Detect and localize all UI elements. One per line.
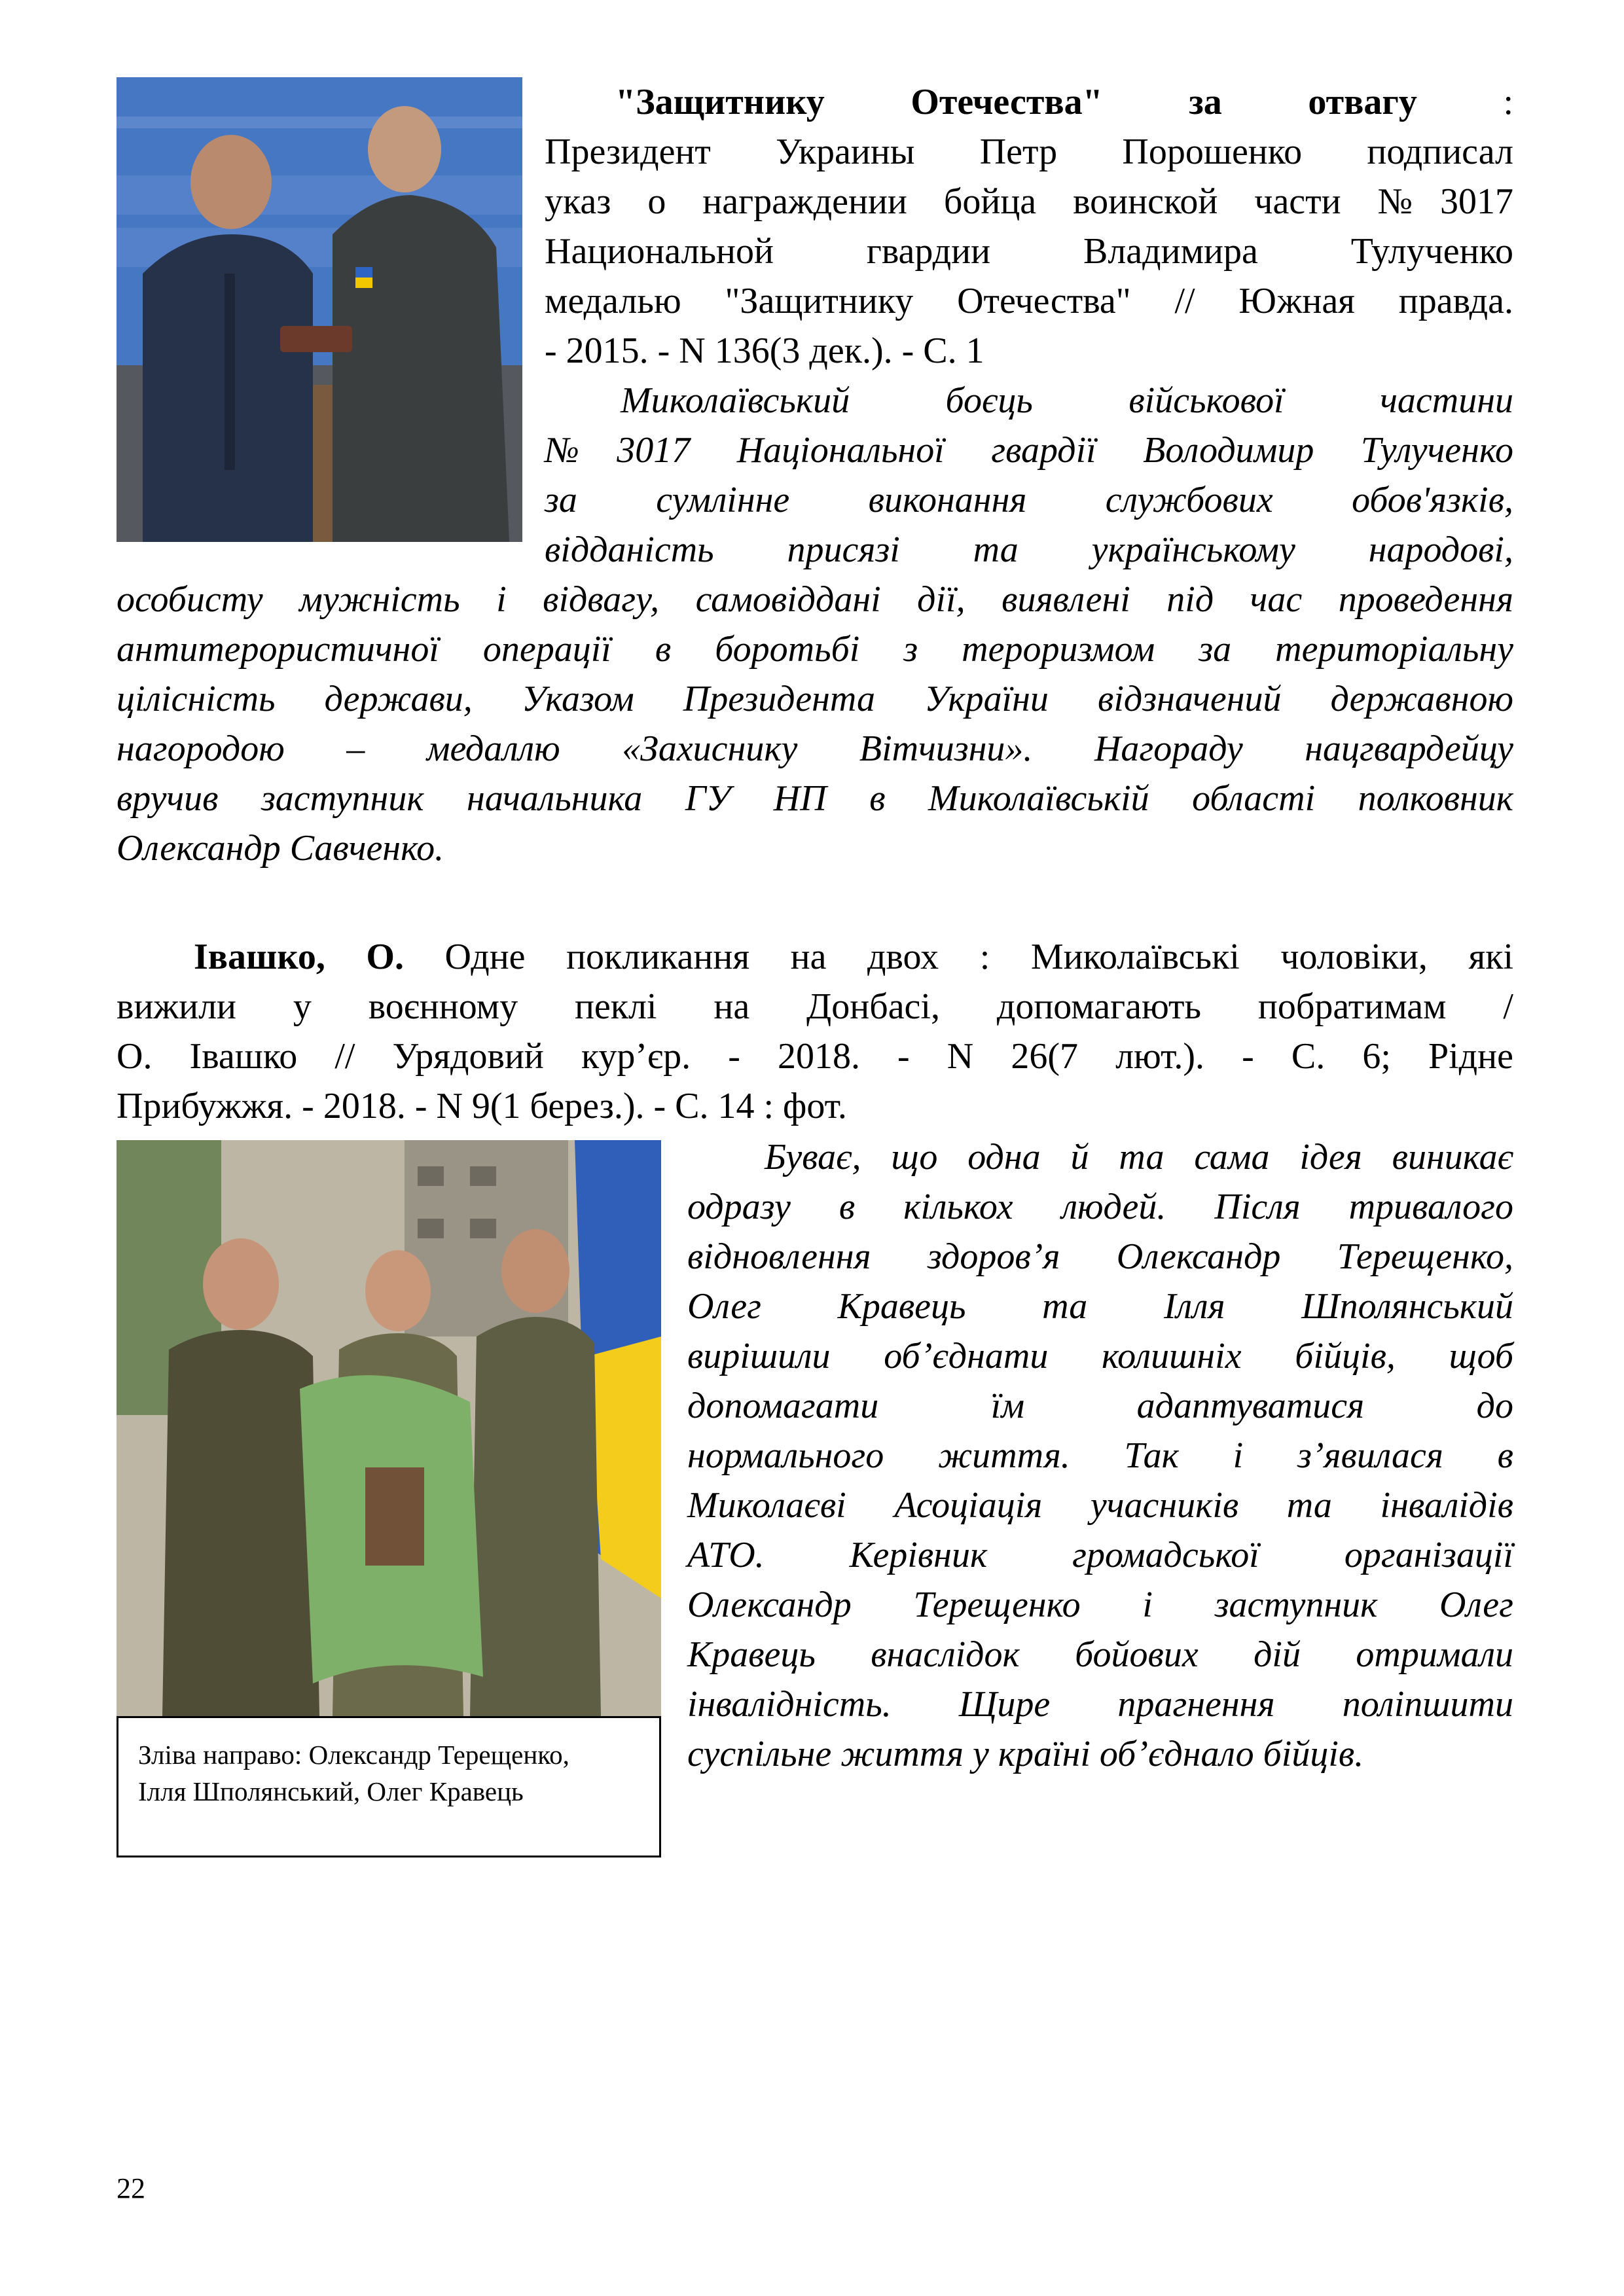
article2-citation-line: О. Івашко // Урядовий кур’єр. - 2018. - N 26(7 лют.). - С. 6; Рідне [117, 1036, 1513, 1077]
article1-annotation-line: нагородою – медаллю «Захиснику Вітчизни». Нагораду нацгвардейцу [117, 728, 1513, 769]
article2-annotation-line: Миколаєві Асоціація учасників та інвалідів [687, 1485, 1513, 1526]
article2-annotation-line: Буває, що одна й та сама ідея виникає [765, 1137, 1513, 1177]
article1-annotation-line: Олександр Савченко. [117, 828, 444, 869]
article1-citation-line: медалью "Защитнику Отечества" // Южная правда. [545, 281, 1513, 321]
article2-author: Івашко, О. [194, 937, 404, 977]
award-ceremony-photo [117, 77, 522, 542]
article1-citation-line: - 2015. - N 136(3 дек.). - С. 1 [545, 331, 984, 371]
photo-caption-line: Зліва направо: Олександр Терещенко, [138, 1740, 569, 1770]
article1-title-line: "Защитнику Отечества" за отвагу : [615, 82, 1513, 122]
article1-citation-line: Президент Украины Петр Порошенко подписал [545, 132, 1513, 172]
article2-citation-line: Прибужжя. - 2018. - N 9(1 берез.). - С. 14 : фот. [117, 1086, 847, 1126]
article2-annotation-line: вирішили об’єднати колишніх бійців, щоб [687, 1336, 1513, 1376]
article1-annotation-line: Миколаївський боєць військової частини [621, 380, 1513, 421]
article2-annotation-line: Олег Кравець та Ілля Шполянський [687, 1286, 1513, 1327]
article2-annotation-line: Кравець внаслідок бойових дій отримали [687, 1634, 1513, 1675]
article2-annotation-line: Олександр Терещенко і заступник Олег [687, 1585, 1513, 1625]
article2-annotation-line: допомагати їм адаптуватися до [687, 1386, 1513, 1426]
veterans-photo [117, 1140, 661, 1716]
page-number: 22 [117, 2172, 145, 2204]
article2-annotation-line: інвалідність. Щире прагнення поліпшити [687, 1684, 1513, 1725]
article1-citation-line: Национальной гвардии Владимира Тулученко [545, 231, 1513, 272]
article1-annotation-line: відданість присязі та українському народові, [545, 529, 1513, 570]
photo-caption-line: Ілля Шполянський, Олег Кравець [138, 1776, 524, 1806]
article2-annotation-line: АТО. Керівник громадської організації [687, 1535, 1513, 1575]
article1-annotation-line: за сумлінне виконання службових обов'язків, [545, 480, 1513, 520]
article1-title: "Защитнику Отечества" за отвагу [615, 82, 1417, 122]
award-ceremony-illustration [117, 77, 522, 542]
article2-title: Одне покликання на двох : Миколаївські чоловіки, які [444, 937, 1514, 977]
article1-annotation-line: цілісність держави, Указом Президента України відзначений державною [117, 679, 1513, 719]
photo-caption [117, 1716, 661, 1857]
article1-annotation-line: №3017 Національної гвардії Володимир Тулученко [545, 430, 1513, 471]
article1-citation-line: указ о награждении бойца воинской части №3017 [545, 181, 1513, 222]
article2-annotation-line: відновлення здоров’я Олександр Терещенко, [687, 1236, 1513, 1277]
article1-annotation-line: антитерористичної операції в боротьбі з тероризмом за територіальну [117, 629, 1513, 670]
article2-annotation-line: нормального життя. Так і з’явилася в [687, 1435, 1513, 1476]
article2-annotation-line: одразу в кількох людей. Після тривалого [687, 1187, 1513, 1227]
veterans-illustration [117, 1140, 661, 1716]
article1-annotation-line: особисту мужність і відвагу, самовіддані дії, виявлені під час проведення [117, 579, 1513, 620]
article2-annotation-line: суспільне життя у країні об’єднало бійців. [687, 1734, 1364, 1774]
article2-citation-line: вижили у воєнному пеклі на Донбасі, допомагають побратимам / [117, 986, 1513, 1027]
article1-annotation-line: вручив заступник начальника ГУ НП в Миколаївській області полковник [117, 778, 1513, 819]
article2-citation-first-line [194, 932, 1513, 982]
